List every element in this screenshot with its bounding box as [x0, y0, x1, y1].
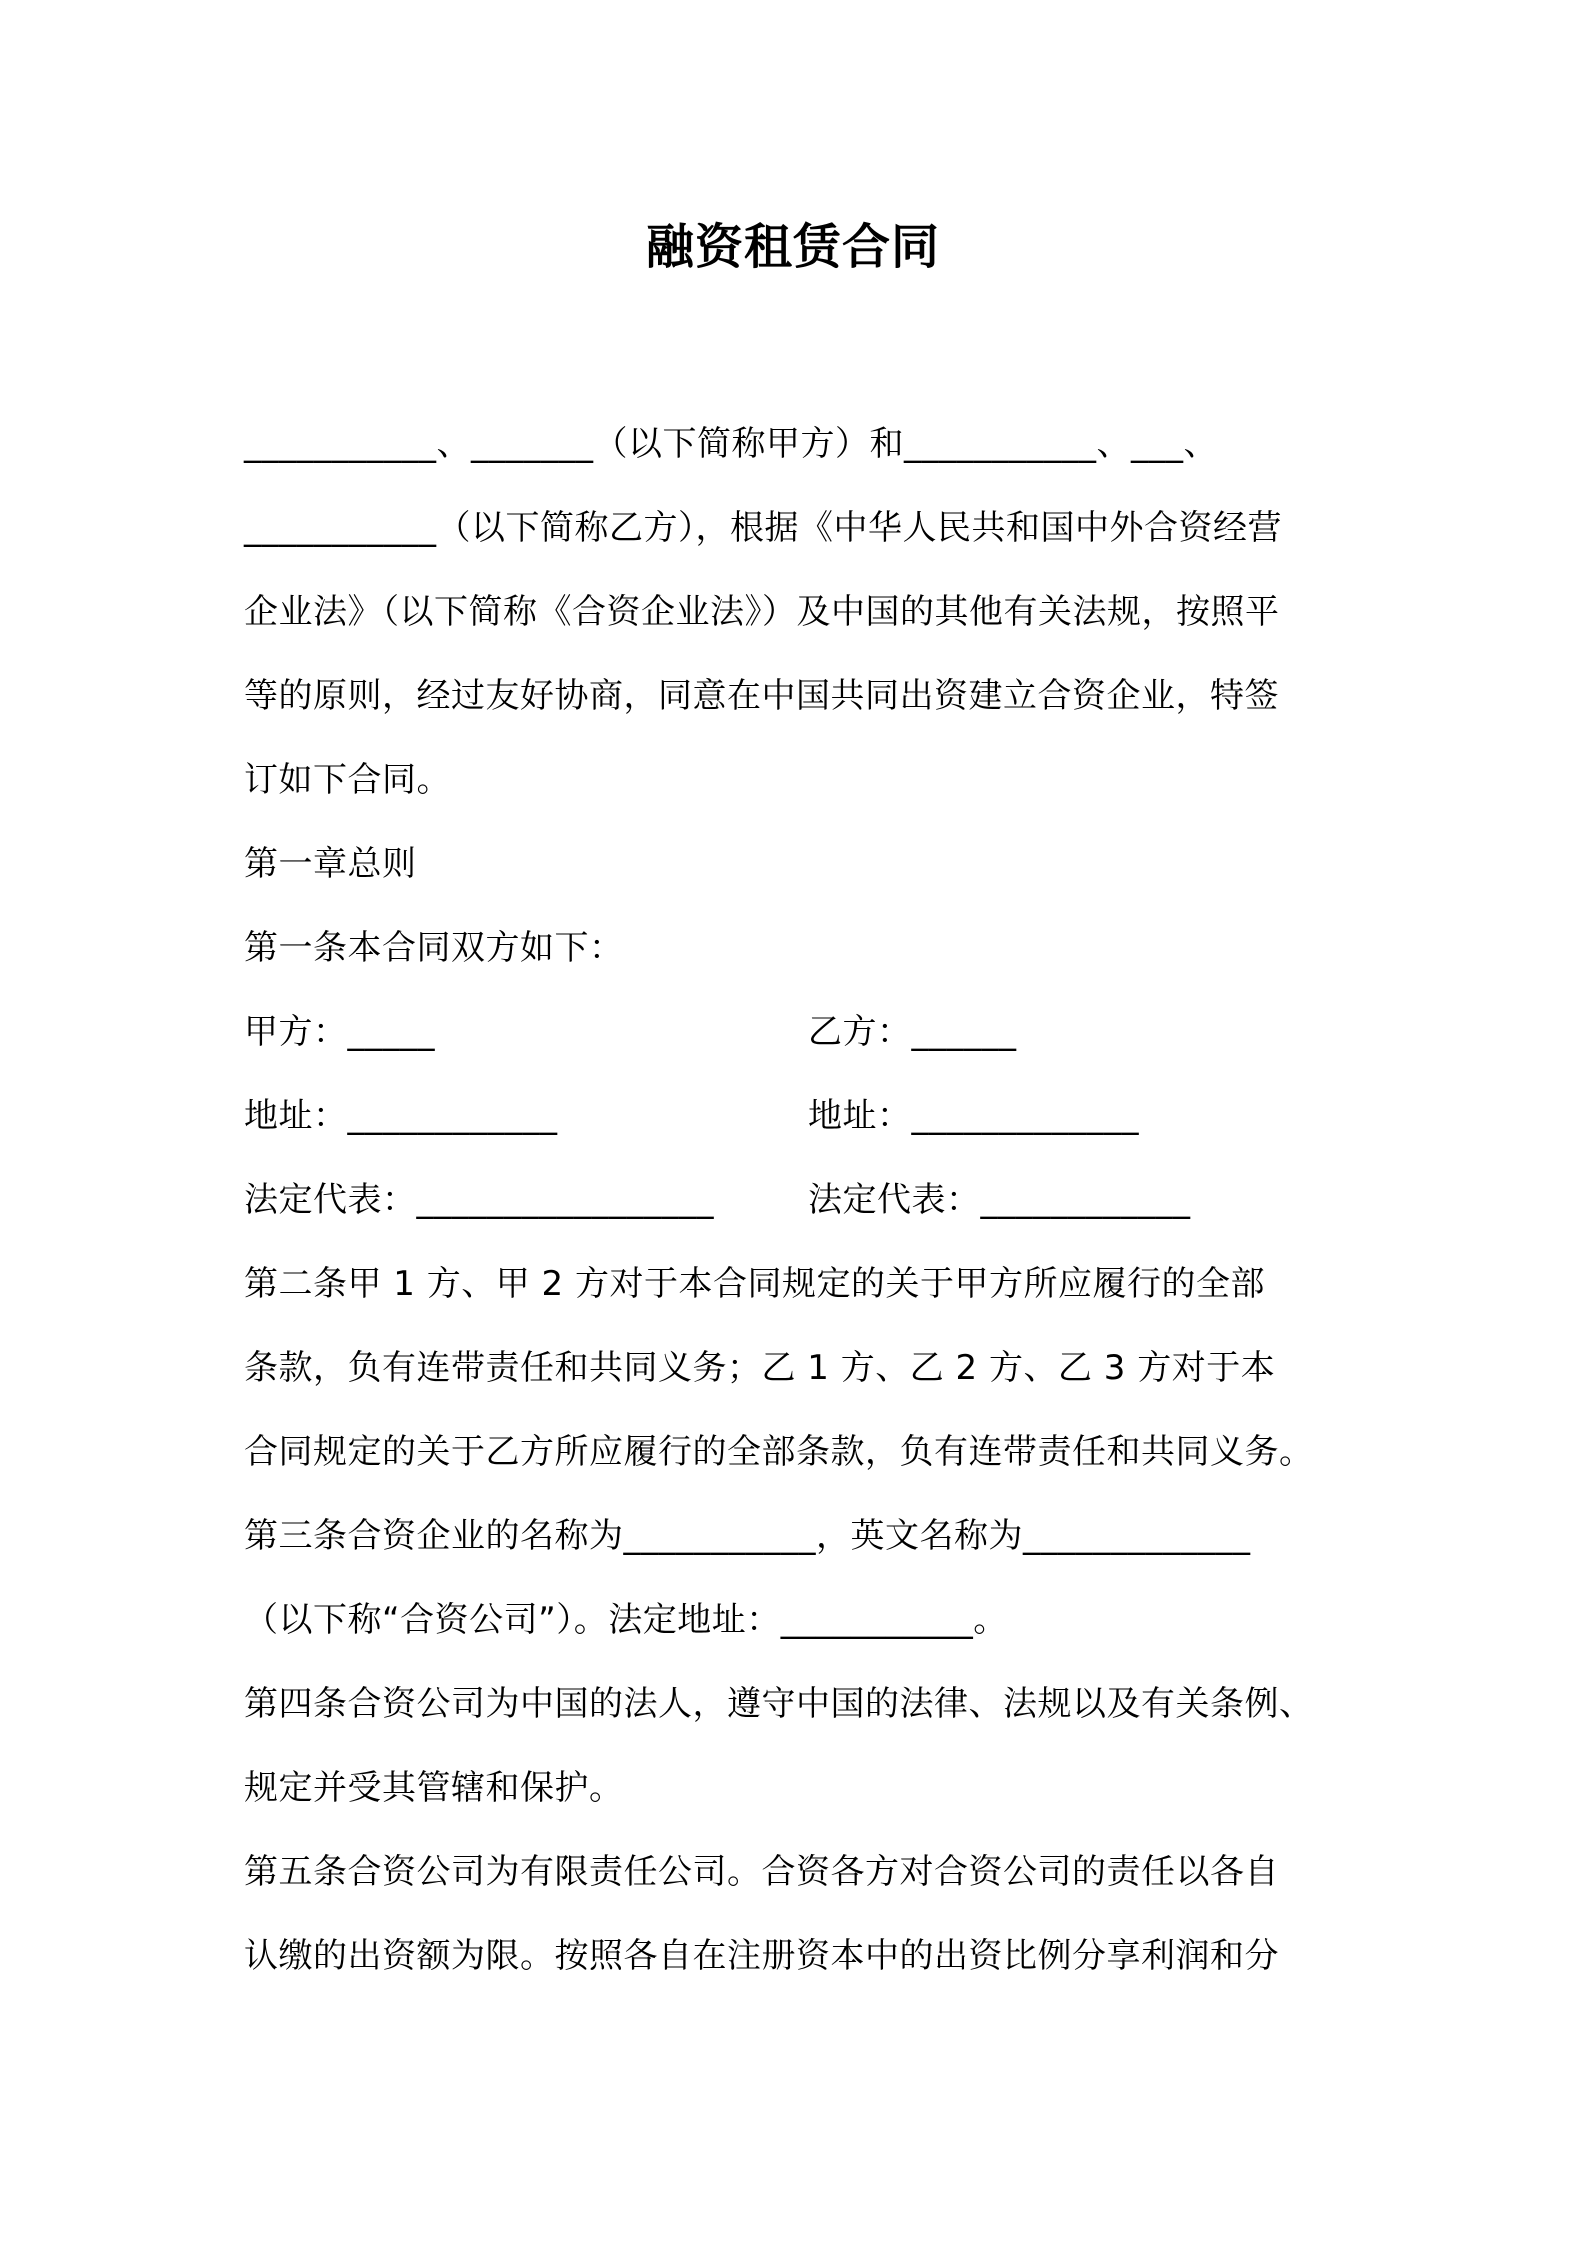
- preamble-line: 等的原则，经过友好协商，同意在中国共同出资建立合资企业，特签: [244, 676, 1279, 716]
- article-line: 认缴的出资额为限。按照各自在注册资本中的出资比例分享利润和分: [244, 1936, 1279, 1976]
- article-line: （以下称“合资公司”）。法定地址：___________。: [244, 1600, 1008, 1640]
- party-b-field: 乙方：______: [808, 1012, 1017, 1052]
- article-line: 第二条甲 1 方、甲 2 方对于本合同规定的关于甲方所应履行的全部: [244, 1264, 1265, 1304]
- preamble: [244, 402, 1374, 822]
- party-table: [244, 990, 1374, 1242]
- preamble-line: 订如下合同。: [244, 760, 451, 800]
- address-b-field: 地址：_____________: [808, 1096, 1139, 1136]
- representative-a-field: 法定代表：_________________: [244, 1180, 714, 1220]
- article-2: [244, 1242, 1374, 1494]
- article-line: 第四条合资公司为中国的法人，遵守中国的法律、法规以及有关条例、: [244, 1684, 1314, 1724]
- article-4: [244, 1662, 1374, 1830]
- chapter-heading: 第一章总则: [244, 844, 417, 884]
- preamble-line: 企业法》（以下简称《合资企业法》）及中国的其他有关法规，按照平: [244, 592, 1280, 632]
- party-a-field: 甲方：_____: [244, 1012, 435, 1052]
- document-body: [244, 402, 1374, 1998]
- article-line: 第五条合资公司为有限责任公司。合资各方对合资公司的责任以各自: [244, 1852, 1279, 1892]
- preamble-line: ___________（以下简称乙方），根据《中华人民共和国中外合资经营: [244, 508, 1282, 548]
- document-title: 融资租赁合同: [645, 219, 940, 275]
- article-line: 合同规定的关于乙方所应履行的全部条款，负有连带责任和共同义务。: [244, 1432, 1314, 1472]
- article-1: 第一条本合同双方如下：: [244, 928, 624, 968]
- article-line: 第三条合资企业的名称为___________，英文名称为_____________: [244, 1516, 1251, 1556]
- address-row: [244, 1074, 1374, 1158]
- article-5: [244, 1830, 1374, 1998]
- article-3: [244, 1494, 1374, 1662]
- article-line: 条款，负有连带责任和共同义务；乙 1 方、乙 2 方、乙 3 方对于本: [244, 1348, 1276, 1388]
- party-row: [244, 990, 1374, 1074]
- article-line: 规定并受其管辖和保护。: [244, 1768, 624, 1808]
- preamble-line: ___________、_______（以下简称甲方）和___________、___、: [244, 424, 1218, 464]
- representative-b-field: 法定代表：____________: [808, 1180, 1191, 1220]
- address-a-field: 地址：____________: [244, 1096, 558, 1136]
- representative-row: [244, 1158, 1374, 1242]
